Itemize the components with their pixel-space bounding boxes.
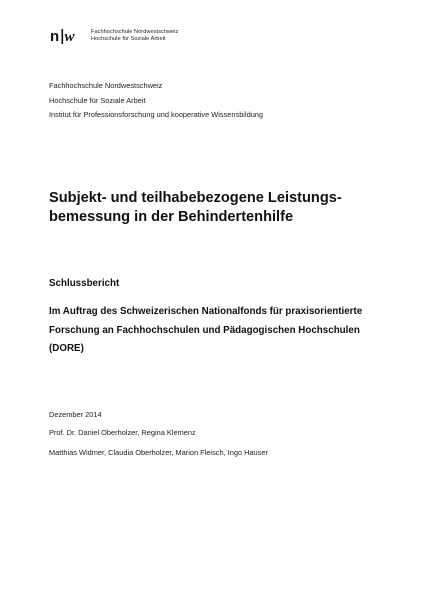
publication-date: Dezember 2014 [49, 410, 102, 419]
fhnw-logo [49, 27, 178, 45]
authors-line-2: Matthias Widmer, Claudia Oberholzer, Marion Fleisch, Ingo Hauser [49, 448, 268, 457]
fhnw-logo-mark [49, 27, 87, 45]
logo-line-2: Hochschule für Soziale Arbeit [91, 36, 166, 42]
svg-text:w: w [64, 29, 75, 45]
commission-line-1: Im Auftrag des Schweizerischen Nationalfonds für praxisorientierte [49, 306, 363, 317]
commission-line-3: (DORE) [49, 343, 84, 354]
title-line-2: bemessung in der Behindertenhilfe [49, 209, 294, 225]
title-line-1: Subjekt- und teilhabebezogene Leistungs- [49, 190, 342, 206]
institution-university: Fachhochschule Nordwestschweiz [49, 81, 163, 90]
document-meta [49, 410, 268, 458]
institution-institute: Institut für Professionsforschung und kooperative Wissensbildung [49, 110, 264, 119]
svg-text:n: n [50, 28, 60, 45]
institution-block [49, 79, 263, 123]
institution-school: Hochschule für Soziale Arbeit [49, 95, 146, 105]
document-title [49, 189, 389, 227]
report-type: Schlussbericht [49, 278, 120, 289]
authors-line-1: Prof. Dr. Daniel Oberholzer, Regina Klemenz [49, 428, 196, 437]
commission-line-2: Forschung an Fachhochschulen und Pädagogischen Hochschulen [49, 324, 360, 336]
commission-statement [49, 303, 389, 359]
logo-line-1: Fachhochschule Nordwestschweiz [91, 29, 179, 36]
logo-text [91, 29, 178, 43]
